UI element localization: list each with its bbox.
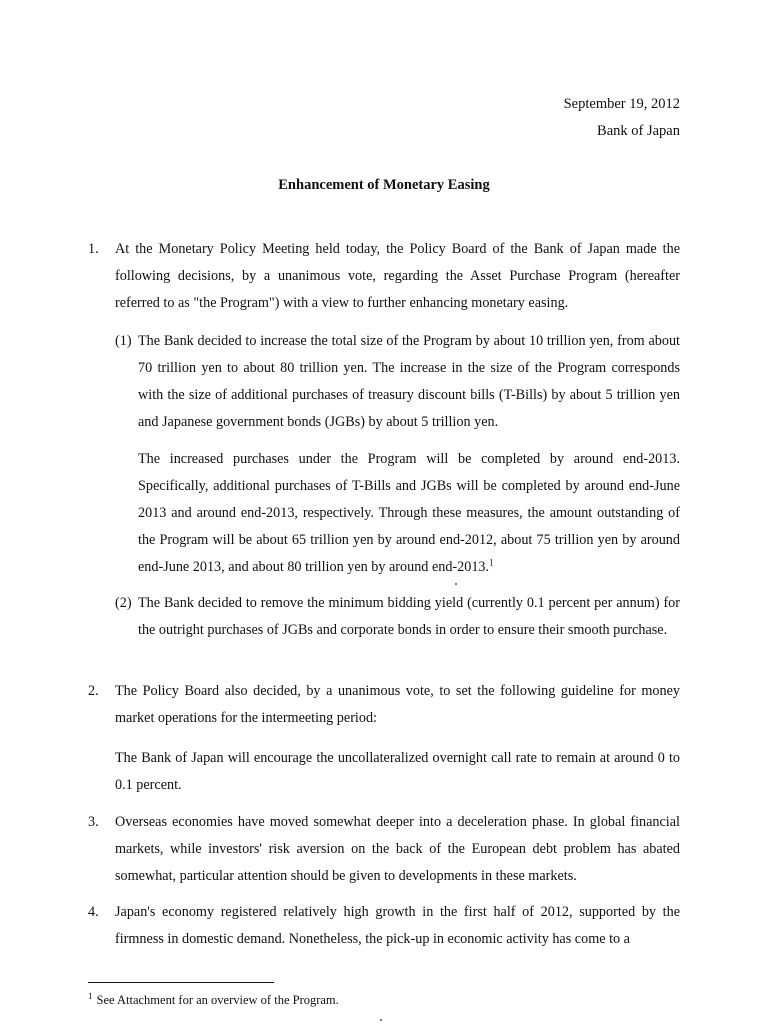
item-text: The Policy Board also decided, by a unanimous vote, to set the following guideline for money market operations for the intermeeting period:	[115, 683, 680, 726]
subitem-1	[115, 328, 680, 436]
document-date: September 19, 2012	[563, 96, 680, 112]
footnote	[88, 991, 339, 1008]
subitem-text: The Bank decided to remove the minimum bidding yield (currently 0.1 percent per annum) for the outright purchases of JGBs and corporate bonds in order to ensure their smooth purchase.	[138, 595, 680, 638]
footnote-divider	[88, 982, 274, 983]
scan-speck	[380, 1019, 382, 1021]
numbered-item-2	[88, 678, 680, 732]
item-text: Overseas economies have moved somewhat deeper into a deceleration phase. In global financial markets, while investors' risk aversion on the back of the European debt problem has abated somewhat, particular attention should be given to developments in these markets.	[115, 814, 680, 884]
item-number: 1.	[88, 241, 99, 257]
item-text: Japan's economy registered relatively high growth in the first half of 2012, supported by the firmness in domestic demand. Nonetheless, the pick-up in economic activity has come to a	[115, 904, 680, 947]
item-2-guideline: The Bank of Japan will encourage the uncollateralized overnight call rate to remain at around 0 to 0.1 percent.	[115, 750, 680, 793]
item-text: At the Monetary Policy Meeting held today, the Policy Board of the Bank of Japan made the following decisions, by a unanimous vote, regarding the Asset Purchase Program (hereafter referred to as "the Program") with a view to further enhancing monetary easing.	[115, 241, 680, 311]
subitem-label: (1)	[115, 333, 132, 349]
numbered-item-4	[88, 899, 680, 953]
continuation-text: The increased purchases under the Program will be completed by around end-2013. Specifically, additional purchases of T-Bills and JGBs will be completed by around end-June 2013 and around end-2013, respectively. Through these measures, the amount outstanding of the Program will be about 65 trillion yen by around end-2012, about 75 trillion yen by around end-June 2013, and about 80 trillion yen by around end-2013.	[138, 451, 680, 575]
footnote-mark: 1	[88, 991, 93, 1001]
footnote-text: See Attachment for an overview of the Program.	[96, 993, 339, 1008]
subitem-1-continuation	[138, 446, 680, 581]
document-title: Enhancement of Monetary Easing	[278, 177, 490, 193]
footnote-reference[interactable]: 1	[489, 557, 494, 568]
issuing-organization: Bank of Japan	[597, 123, 680, 139]
scan-speck	[455, 583, 457, 585]
numbered-item-1	[88, 236, 680, 317]
subitem-text: The Bank decided to increase the total size of the Program by about 10 trillion yen, from about 70 trillion yen to about 80 trillion yen. The increase in the size of the Program corresponds with the size of additional purchases of treasury discount bills (T-Bills) by about 5 trillion yen and Japanese government bonds (JGBs) by about 5 trillion yen.	[138, 333, 680, 430]
subitem-2	[115, 590, 680, 644]
item-number: 4.	[88, 904, 99, 920]
item-number: 2.	[88, 683, 99, 699]
numbered-item-3	[88, 809, 680, 890]
subitem-label: (2)	[115, 595, 132, 611]
item-number: 3.	[88, 814, 99, 830]
